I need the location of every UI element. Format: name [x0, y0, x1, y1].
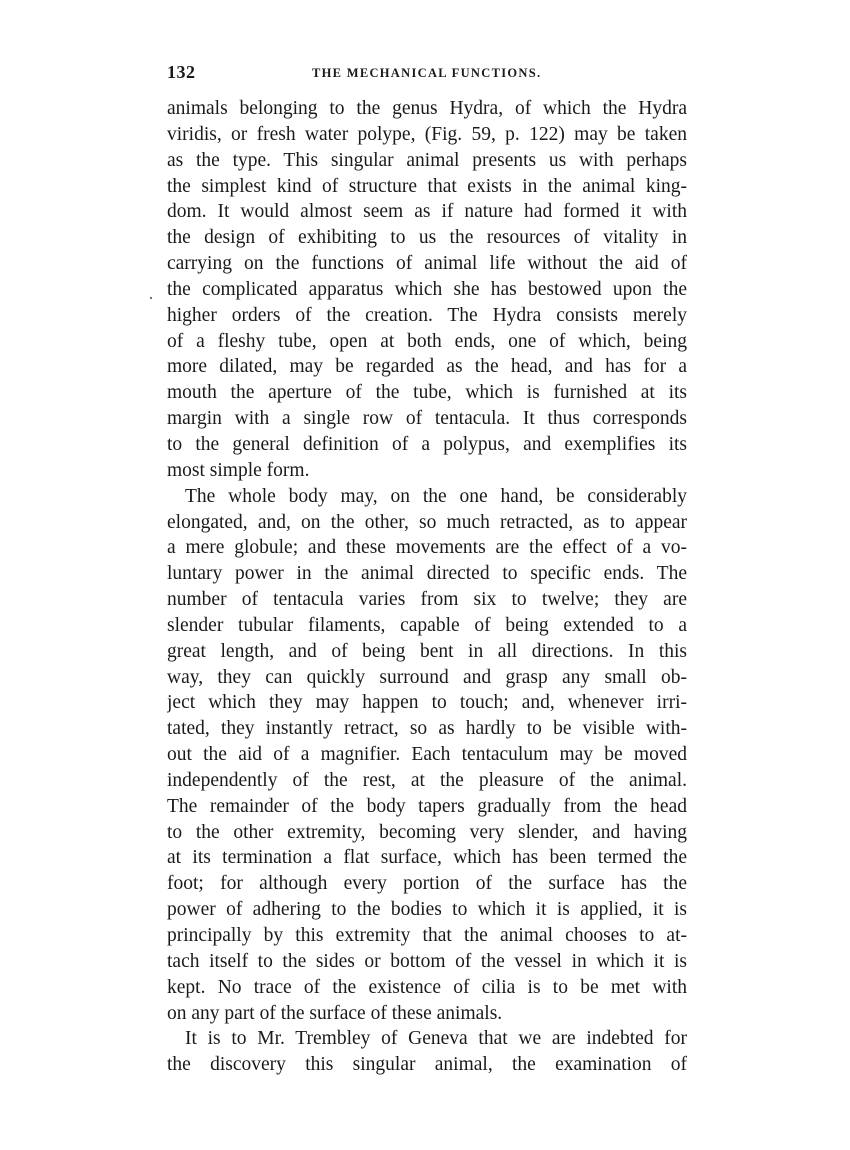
text-line: animals belonging to the genus Hydra, of which the Hydra [167, 98, 687, 119]
text-line: higher orders of the creation. The Hydra consists merely [167, 304, 687, 326]
text-line: independently of the rest, at the pleasure of the animal. [167, 769, 687, 791]
page-number: 132 [167, 62, 196, 82]
text-line: viridis, or fresh water polype, (Fig. 59, p. 122) may be taken [167, 123, 687, 145]
paragraph-last-line: on any part of the surface of these animals. [167, 1002, 503, 1024]
running-head [167, 62, 687, 86]
text-line: out the aid of a magnifier. Each tentaculum may be moved [167, 744, 687, 766]
text-line: a mere globule; and these movements are the effect of a vo- [167, 537, 687, 559]
paragraph-first-line: It is to Mr. Trembley of Geneva that we are indebted for [185, 1028, 687, 1050]
text-line: at its termination a flat surface, which has been termed the [167, 847, 687, 869]
text-line: kept. No trace of the existence of cilia is to be met with [167, 976, 687, 998]
text-line: the discovery this singular animal, the examination of [167, 1054, 687, 1076]
text-line: tach itself to the sides or bottom of the vessel in which it is [167, 950, 687, 972]
text-line: the simplest kind of structure that exists in the animal king- [167, 175, 687, 197]
text-line: margin with a single row of tentacula. It thus corresponds [167, 408, 687, 430]
text-line: carrying on the functions of animal life without the aid of [167, 253, 687, 275]
text-line: elongated, and, on the other, so much retracted, as to appear [167, 511, 687, 533]
paragraph-first-line: The whole body may, on the one hand, be considerably [185, 485, 687, 507]
text-line: to the other extremity, becoming very slender, and having [167, 821, 687, 843]
text-line: way, they can quickly surround and grasp any small ob- [167, 666, 687, 688]
text-line: number of tentacula varies from six to twelve; they are [167, 589, 687, 611]
text-line: tated, they instantly retract, so as hardly to be visible with- [167, 718, 687, 740]
text-line: slender tubular filaments, capable of being extended to a [167, 614, 687, 636]
text-line: dom. It would almost seem as if nature had formed it with [167, 201, 687, 223]
text-line: luntary power in the animal directed to specific ends. The [167, 563, 687, 585]
text-line: The remainder of the body tapers gradually from the head [167, 795, 687, 817]
paragraph-last-line: most simple form. [167, 459, 310, 481]
text-line: to the general definition of a polypus, and exemplifies its [167, 433, 687, 455]
body-text [167, 96, 687, 1078]
text-line: the complicated apparatus which she has bestowed upon the [167, 278, 687, 300]
text-line: as the type. This singular animal presents us with perhaps [167, 149, 687, 171]
text-line: of a fleshy tube, open at both ends, one of which, being [167, 330, 687, 352]
running-title: THE MECHANICAL FUNCTIONS. [312, 66, 542, 80]
text-line: principally by this extremity that the animal chooses to at- [167, 925, 687, 946]
text-line: ject which they may happen to touch; and, whenever irri- [167, 692, 687, 714]
text-line: the design of exhibiting to us the resources of vitality in [167, 227, 687, 249]
text-line: foot; for although every portion of the surface has the [167, 873, 687, 895]
text-line: more dilated, may be regarded as the head, and has for a [167, 356, 687, 378]
margin-speck [150, 297, 152, 299]
text-line: power of adhering to the bodies to which it is applied, it is [167, 899, 687, 921]
text-line: great length, and of being bent in all directions. In this [167, 640, 687, 662]
text-line: mouth the aperture of the tube, which is furnished at its [167, 382, 687, 404]
